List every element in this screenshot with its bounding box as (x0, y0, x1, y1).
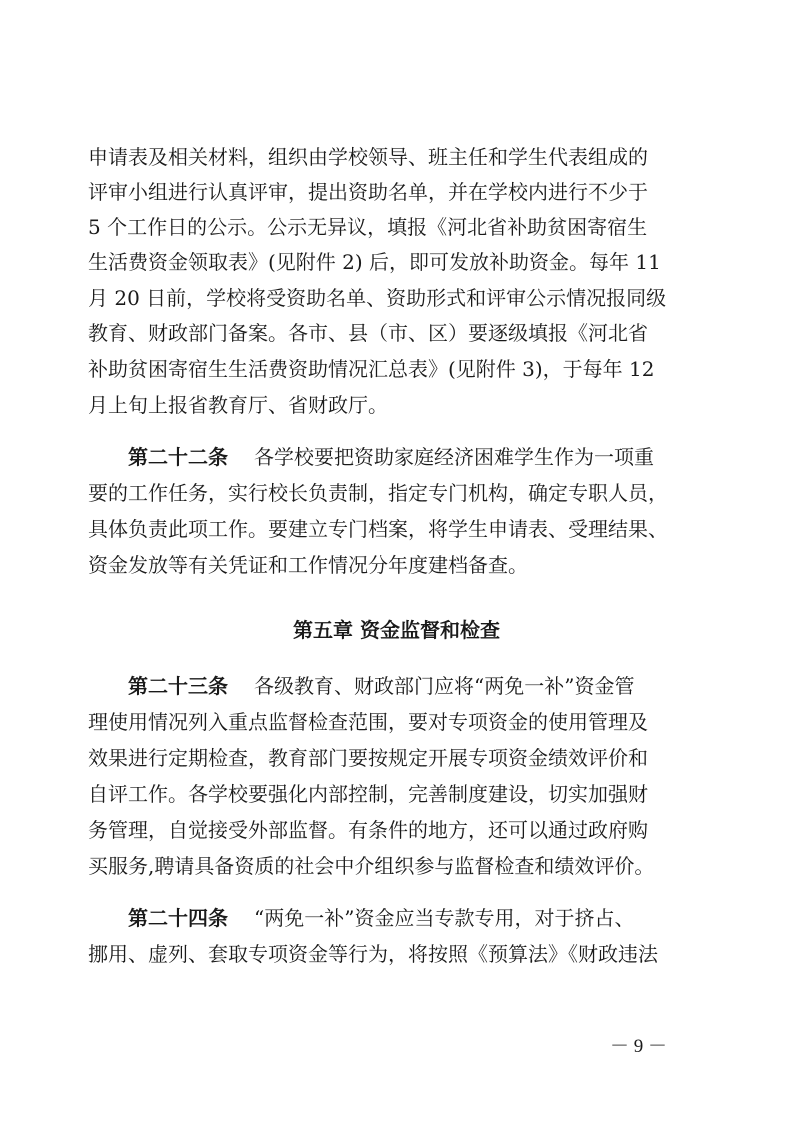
article-24-text: “两免一补”资金应当专款专用，对于挤占、 (254, 906, 635, 930)
article-22-text: 各学校要把资助家庭经济困难学生作为一项重 (254, 445, 654, 469)
article-24-line: 挪用、虚列、套取专项资金等行为，将按照《预算法》《财政违法 (88, 942, 658, 966)
body-line: 生活费资金领取表》(见附件 2) 后，即可发放补助资金。每年 11 (88, 250, 661, 274)
page-number: － 9 － (610, 1036, 668, 1057)
article-24-first-line (128, 906, 634, 930)
article-23-line: 效果进行定期检查，教育部门要按规定开展专项资金绩效评价和 (88, 746, 648, 770)
chapter-heading: 第五章 资金监督和检查 (293, 618, 500, 642)
article-22-line: 要的工作任务，实行校长负责制，指定专门机构，确定专职人员， (88, 481, 668, 505)
body-line: 教育、财政部门备案。各市、县（市、区）要逐级填报《河北省 (88, 321, 648, 345)
article-22-title: 第二十二条 (128, 445, 228, 469)
article-23-line: 自评工作。各学校要强化内部控制，完善制度建设，切实加强财 (88, 782, 648, 806)
article-22-first-line (128, 445, 654, 469)
article-23-line: 务管理，自觉接受外部监督。有条件的地方，还可以通过政府购 (88, 818, 648, 842)
article-23-text: 各级教育、财政部门应将“两免一补”资金管 (254, 674, 635, 698)
article-23-line: 买服务,聘请具备资质的社会中介组织参与监督检查和绩效评价。 (88, 854, 655, 878)
body-line: 补助贫困寄宿生生活费资助情况汇总表》(见附件 3)，于每年 12 (88, 357, 655, 381)
body-line: 月 20 日前，学校将受资助名单、资助形式和评审公示情况报同级 (88, 286, 667, 310)
article-22-line: 具体负责此项工作。要建立专门档案，将学生申请表、受理结果、 (88, 517, 668, 541)
article-22-line: 资金发放等有关凭证和工作情况分年度建档备查。 (88, 553, 528, 577)
article-23-first-line (128, 674, 634, 698)
body-line: 月上旬上报省教育厅、省财政厅。 (88, 393, 388, 417)
body-line: 5 个工作日的公示。公示无异议，填报《河北省补助贫困寄宿生 (88, 215, 648, 239)
article-24-title: 第二十四条 (128, 906, 228, 930)
body-line: 申请表及相关材料，组织由学校领导、班主任和学生代表组成的 (88, 145, 648, 169)
body-line: 评审小组进行认真评审，提出资助名单，并在学校内进行不少于 (88, 180, 648, 204)
article-23-title: 第二十三条 (128, 674, 228, 698)
article-23-line: 理使用情况列入重点监督检查范围，要对专项资金的使用管理及 (88, 710, 648, 734)
